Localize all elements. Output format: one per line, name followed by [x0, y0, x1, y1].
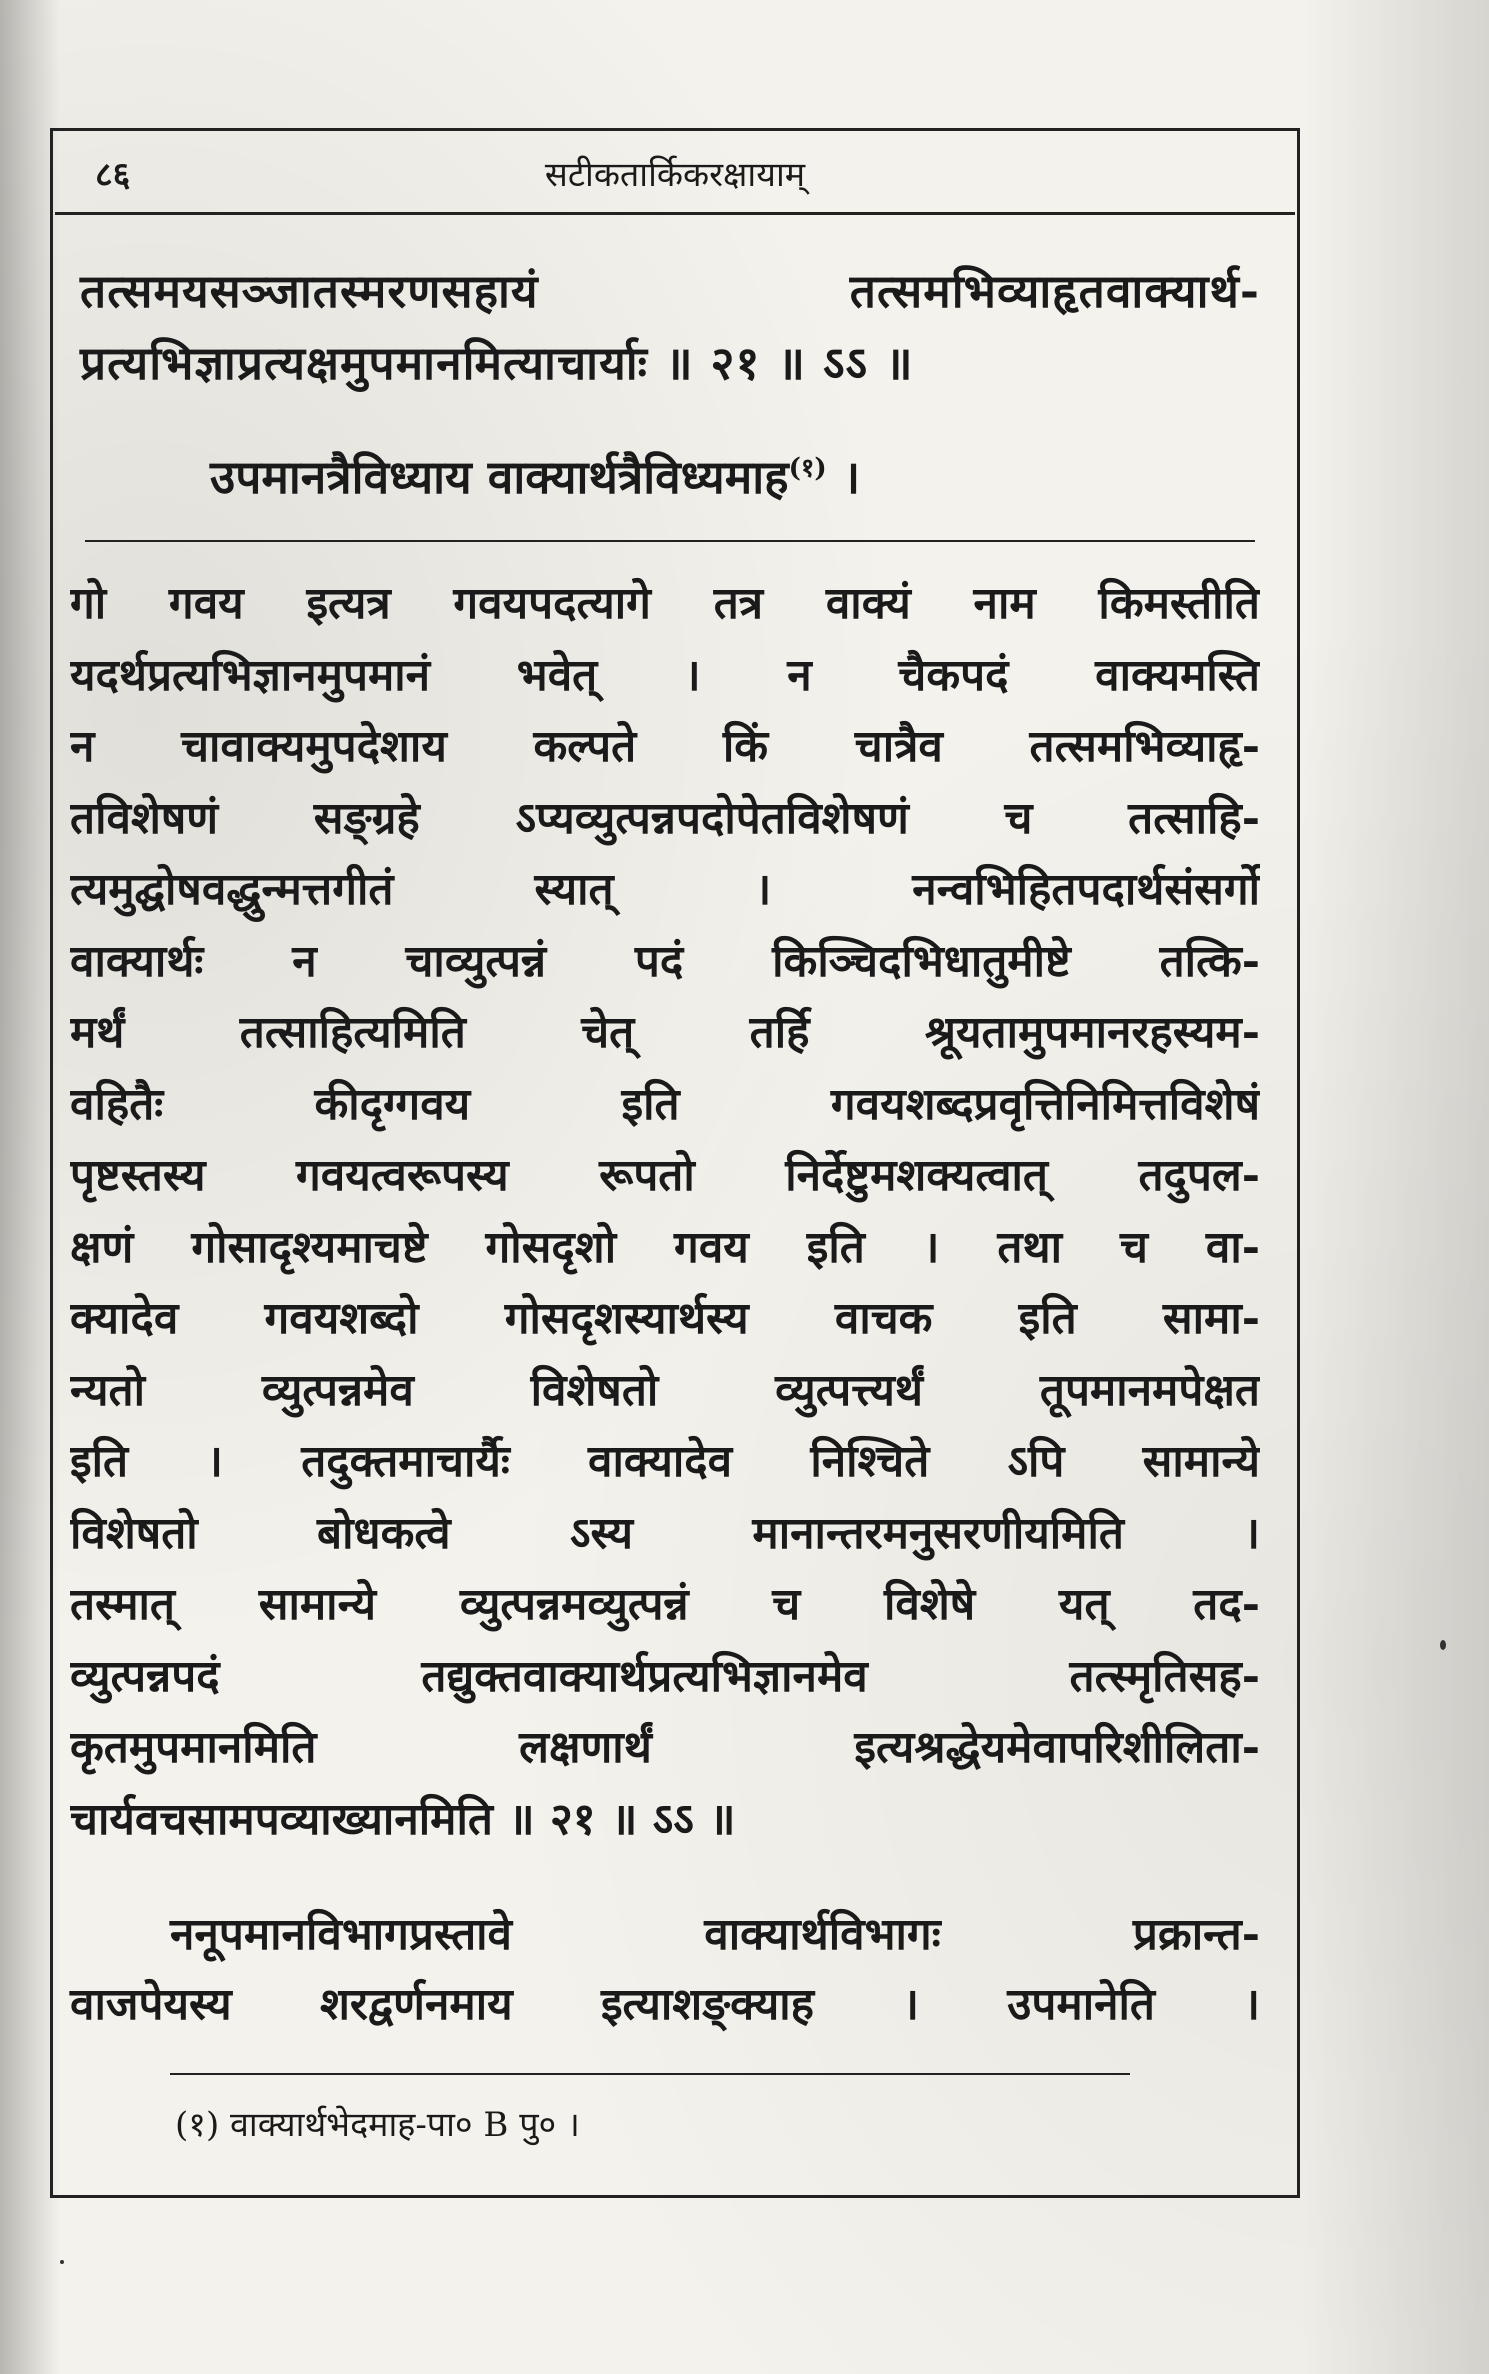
- scan-speck: [60, 2260, 64, 2264]
- commentary-line: तविशेषणं सङ्ग्रहे ऽप्यव्युत्पन्नपदोपेतविशेषणं च तत्साहि-: [70, 792, 1260, 844]
- paragraph-line: वाजपेयस्य शरद्वर्णनमाय इत्याशङ्क्याह । उपमानेति ।: [70, 1979, 1260, 2030]
- footnote: (१) वाक्यार्थभेदमाह-पा० B पु० ।: [175, 2105, 580, 2145]
- intro-end-mark: ।: [842, 450, 861, 504]
- paragraph-line: ननूपमानविभागप्रस्तावे वाक्यार्थविभागः प्रक्रान्त-: [170, 1909, 1260, 1960]
- commentary-line: चार्यवचसामपव्याख्यानमिति ॥ २१ ॥ ऽऽ ॥: [70, 1793, 736, 1845]
- commentary-line: विशेषतो बोधकत्वे ऽस्य मानान्तरमनुसरणीयमिति ।: [70, 1507, 1260, 1559]
- intro-line: [210, 445, 1260, 507]
- margin-shade: [1299, 0, 1489, 2374]
- verse-line: तत्समयसञ्जातस्मरणसहायं तत्समभिव्याहृतवाक्यार्थ-: [80, 264, 1260, 318]
- page-header: [55, 140, 1295, 200]
- paragraph-two: [70, 1900, 1260, 2040]
- commentary-line: मर्थं तत्साहित्यमिति चेत् तर्हि श्रूयतामुपमानरहस्यम-: [70, 1007, 1260, 1058]
- verse-line: प्रत्यभिज्ञाप्रत्यक्षमुपमानमित्याचार्याः ॥ २१ ॥ ऽऽ ॥: [80, 336, 914, 390]
- running-title: सटीकतार्किकरक्षायाम्: [544, 155, 806, 195]
- commentary-block: [70, 568, 1260, 1855]
- commentary-line: क्षणं गोसादृश्यमाचष्टे गोसदृशो गवय इति । तथा च वा-: [70, 1221, 1260, 1273]
- commentary-line: कृतमुपमानमिति लक्षणार्थं इत्यश्रद्धेयमेवापरिशीलिता-: [70, 1722, 1260, 1773]
- commentary-line: त्यमुद्घोषवद्धुन्मत्तगीतं स्यात् । नन्वभिहितपदार्थसंसर्गो: [70, 864, 1260, 915]
- footnote-rule: [170, 2073, 1130, 2075]
- commentary-line: वाक्यार्थः न चाव्युत्पन्नं पदं किञ्चिदभिधातुमीष्टे तत्कि-: [70, 935, 1260, 987]
- commentary-line: न चावाक्यमुपदेशाय कल्पते किं चात्रैव तत्समभिव्याहृ-: [70, 721, 1260, 772]
- footnote-marker: (१): [788, 453, 827, 484]
- commentary-line: वहितैः कीदृग्गवय इति गवयशब्दप्रवृत्तिनिमित्तविशेषं: [70, 1078, 1260, 1130]
- commentary-line: इति । तदुक्तमाचार्यैः वाक्यादेव निश्चिते ऽपि सामान्ये: [70, 1436, 1260, 1487]
- commentary-line: यदर्थप्रत्यभिज्ञानमुपमानं भवेत् । न चैकपदं वाक्यमस्ति: [70, 649, 1260, 701]
- commentary-line: न्यतो व्युत्पन्नमेव विशेषतो व्युत्पत्त्यर्थं तूपमानमपेक्षत: [70, 1364, 1260, 1416]
- commentary-line: पृष्टस्तस्य गवयत्वरूपस्य रूपतो निर्देष्टुमशक्यत्वात् तदुपल-: [70, 1150, 1260, 1201]
- verse-block: [80, 255, 1260, 399]
- intro-text: उपमानत्रैविध्याय वाक्यार्थत्रैविध्यमाह: [210, 450, 789, 504]
- commentary-line: गो गवय इत्यत्र गवयपदत्यागे तत्र वाक्यं नाम किमस्तीति: [70, 578, 1260, 629]
- commentary-line: क्यादेव गवयशब्दो गोसदृशस्यार्थस्य वाचक इति सामा-: [70, 1293, 1260, 1344]
- header-rule: [55, 212, 1295, 215]
- page-number: ८६: [95, 155, 131, 195]
- commentary-line: तस्मात् सामान्ये व्युत्पन्नमव्युत्पन्नं च विशेषे यत् तद-: [70, 1579, 1260, 1630]
- scan-speck: [1440, 1640, 1446, 1650]
- verse-rule: [85, 540, 1255, 542]
- commentary-line: व्युत्पन्नपदं तद्युक्तवाक्यार्थप्रत्यभिज्ञानमेव तत्स्मृतिसह-: [70, 1650, 1260, 1702]
